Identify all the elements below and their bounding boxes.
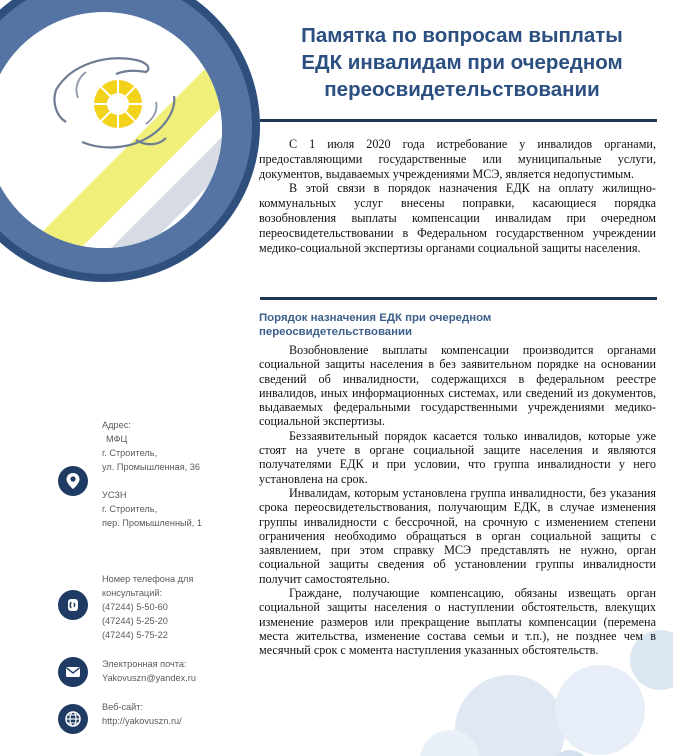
website-block — [102, 700, 182, 728]
phone-icon — [58, 590, 88, 620]
email-link[interactable]: Yakovuszn@yandex.ru — [102, 673, 196, 683]
body-paragraph-4: Граждане, получающие компенсацию, обязаны извещать орган социальной защиты населения о наступлении обстоятельств, влекущих изменение размеров или прекращение выплаты компенсации (перемена места жительства, изменение состава семьи и т.п.), не позднее чем в месячный срок с момента наступления указанных обстоятельств. — [259, 586, 656, 658]
body-paragraph-2: Беззаявительный порядок касается только инвалидов, которые уже стоят на учете в органе социальной защите населения и являются получателями ЕДК и при условии, что группа инвалидности у него установлена на срок. — [259, 428, 656, 486]
title-line-2: ЕДК инвалидам при очередном — [301, 51, 623, 74]
intro-text — [259, 137, 656, 255]
uszn-city: г. Строитель, — [102, 504, 158, 514]
phone-block — [102, 572, 193, 642]
phone-number-1[interactable]: (47244) 5-50-60 — [102, 602, 168, 612]
website-label: Веб-сайт: — [102, 702, 144, 712]
section-body — [259, 343, 656, 658]
body-paragraph-3: Инвалидам, которым установлена группа инвалидности, без указания срока переосвидетельствования, получающим ЕДК, в случае изменения группы инвалидности с бессрочной, на срочную с изменением степени ограничения необходимо обращаться в орган социальной защиты с заявлением, при этом справку МСЭ представлять не нужно, орган социальной защиты сведения об установлении группы инвалидности получит самостоятельно. — [259, 485, 656, 586]
mfc-street: ул. Промышленная, 36 — [102, 462, 200, 472]
phone-number-3[interactable]: (47244) 5-75-22 — [102, 630, 168, 640]
section-heading — [259, 311, 656, 339]
title-line-1: Памятка по вопросам выплаты — [301, 24, 623, 47]
intro-paragraph-1: С 1 июля 2020 года истребование у инвалидов органами, предоставляющими государственные или муниципальные услуги, документов, выдаваемых учреждениями МСЭ, является недопустимым. — [259, 137, 656, 181]
location-icon — [58, 466, 88, 496]
email-block — [102, 657, 196, 685]
mfc-city: г. Строитель, — [102, 448, 158, 458]
uszn-street: пер. Промышленный, 1 — [102, 518, 202, 528]
email-label: Электронная почта: — [102, 659, 187, 669]
globe-icon — [58, 704, 88, 734]
phone-label-line-1: Номер телефона для — [102, 574, 194, 584]
uszn-name: УСЗН — [102, 490, 127, 500]
section-heading-line-1: Порядок назначения ЕДК при очередном — [259, 312, 492, 324]
body-paragraph-1: Возобновление выплаты компенсации производится органами социальной защиты населения в без заявительном порядке на основании сведений об инвалидности, содержащихся в федеральном реестре инвалидов, иных информационных системах, или сведений из документов, выдаваемых федеральными государственными учреждениями медико-социальной экспертизы. — [259, 343, 656, 429]
phone-label-line-2: консультаций: — [102, 588, 163, 598]
title-line-3: переосвидетельствовании — [324, 78, 600, 101]
website-link[interactable]: http://yakovuszn.ru/ — [102, 716, 182, 726]
divider — [260, 119, 657, 122]
page-title — [262, 22, 662, 103]
email-icon — [58, 657, 88, 687]
phone-number-2[interactable]: (47244) 5-25-20 — [102, 616, 168, 626]
intro-paragraph-2: В этой связи в порядок назначения ЕДК на оплату жилищно-коммунальных услуг внесены поправки, касающиеся порядка возобновления выплаты компенсации инвалидам при очередном переосвидетельствовании в Федеральном государственном учреждении медико-социальной экспертизы органами социальной защиты населения. — [259, 181, 656, 255]
divider — [260, 297, 657, 300]
section-heading-line-2: переосвидетельствовании — [259, 326, 413, 338]
address-block — [102, 418, 202, 530]
mfc-name: МФЦ — [106, 434, 128, 444]
address-label: Адрес: — [102, 420, 131, 430]
